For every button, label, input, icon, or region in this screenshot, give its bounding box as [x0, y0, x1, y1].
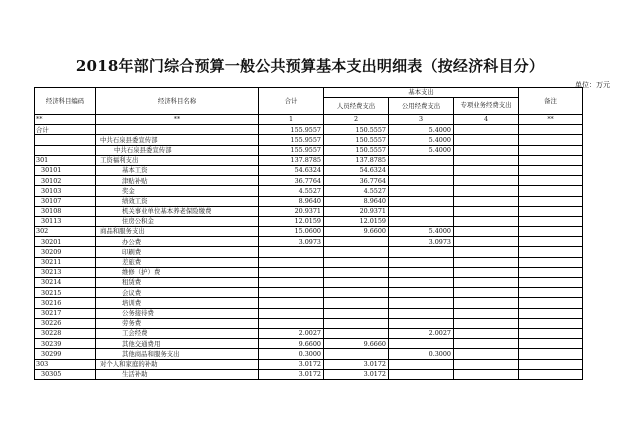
cell-special: [454, 359, 519, 369]
cell-special: [454, 206, 519, 216]
header-row-1: [35, 88, 583, 98]
cell-name: 住房公积金: [96, 216, 259, 226]
cell-total: 3.0973: [259, 237, 324, 247]
cell-personnel: 9.6660: [324, 339, 389, 349]
cell-special: [454, 237, 519, 247]
cell-name: 奖金: [96, 186, 259, 196]
cell-name: 生活补助: [96, 369, 259, 379]
cell-code: [35, 135, 96, 145]
header-remark: 备注: [519, 88, 583, 115]
table-row: [35, 339, 583, 349]
cell-code: 30239: [35, 339, 96, 349]
cell-special: [454, 135, 519, 145]
cell-special: [454, 247, 519, 257]
cell-name: 津贴补贴: [96, 176, 259, 186]
cell-personnel: [324, 298, 389, 308]
cell-name: 办公费: [96, 237, 259, 247]
cell-total: 54.6324: [259, 165, 324, 175]
cell-public: 3.0973: [389, 237, 454, 247]
cell-remark: [519, 145, 583, 155]
cell-name: 商品和服务支出: [96, 227, 259, 237]
cell-code: 30216: [35, 298, 96, 308]
table-row: [35, 237, 583, 247]
cell-remark: [519, 176, 583, 186]
cell-public: [389, 318, 454, 328]
cell-name: 中共石泉县委宣传部: [96, 135, 259, 145]
cell-code: 303: [35, 359, 96, 369]
cell-public: [389, 216, 454, 226]
cell-personnel: 54.6324: [324, 165, 389, 175]
cell-public: 5.4000: [389, 227, 454, 237]
cell-name: 绩效工资: [96, 196, 259, 206]
table-row: [35, 176, 583, 186]
cell-code: 30108: [35, 206, 96, 216]
cell-name: 机关事业单位基本养老保险缴费: [96, 206, 259, 216]
cell-name: 其他交通费用: [96, 339, 259, 349]
cell-special: [454, 227, 519, 237]
cell-name: 基本工资: [96, 165, 259, 175]
cell-code: 301: [35, 155, 96, 165]
cell-personnel: [324, 308, 389, 318]
cell-special: [454, 155, 519, 165]
table-row: [35, 247, 583, 257]
table-row: [35, 216, 583, 226]
cell-public: 0.3000: [389, 349, 454, 359]
header-public: 公用经费支出: [389, 98, 454, 115]
cell-remark: [519, 125, 583, 135]
cell-public: [389, 339, 454, 349]
cell-personnel: 12.0159: [324, 216, 389, 226]
cell-code: [35, 145, 96, 155]
cell-name: 其他商品和服务支出: [96, 349, 259, 359]
cell-public: [389, 186, 454, 196]
table-row: [35, 298, 583, 308]
cell-code: 30102: [35, 176, 96, 186]
cell-personnel: 9.6600: [324, 227, 389, 237]
cell-total: 137.8785: [259, 155, 324, 165]
cell-special: [454, 369, 519, 379]
cell-remark: [519, 267, 583, 277]
table-row: [35, 308, 583, 318]
header-basic: 基本支出: [324, 88, 519, 98]
cell-code: 30228: [35, 328, 96, 338]
cell-remark: [519, 308, 583, 318]
cell-special: [454, 145, 519, 155]
cell-remark: [519, 237, 583, 247]
cell-personnel: 150.5557: [324, 145, 389, 155]
cell-total: 155.9557: [259, 125, 324, 135]
budget-table: [34, 87, 583, 380]
cell-personnel: [324, 257, 389, 267]
cell-total: 3.0172: [259, 359, 324, 369]
cell-total: 155.9557: [259, 135, 324, 145]
header-code: 经济科目编码: [35, 88, 96, 115]
cell-remark: [519, 369, 583, 379]
cell-public: [389, 206, 454, 216]
cell-special: [454, 125, 519, 135]
header-total: 合计: [259, 88, 324, 115]
cell-name: 差旅费: [96, 257, 259, 267]
cell-public: 2.0027: [389, 328, 454, 338]
index-cell: **: [35, 115, 96, 125]
cell-remark: [519, 247, 583, 257]
index-cell: **: [519, 115, 583, 125]
table-row: [35, 186, 583, 196]
cell-personnel: [324, 349, 389, 359]
cell-special: [454, 288, 519, 298]
cell-code: 30226: [35, 318, 96, 328]
table-row: [35, 257, 583, 267]
cell-code: 30209: [35, 247, 96, 257]
table-row: [35, 145, 583, 155]
table-row: [35, 155, 583, 165]
cell-total: 4.5527: [259, 186, 324, 196]
cell-public: [389, 369, 454, 379]
cell-remark: [519, 155, 583, 165]
cell-remark: [519, 186, 583, 196]
cell-code: 30107: [35, 196, 96, 206]
cell-special: [454, 328, 519, 338]
index-cell: **: [96, 115, 259, 125]
cell-special: [454, 308, 519, 318]
cell-special: [454, 186, 519, 196]
cell-name: 会议费: [96, 288, 259, 298]
cell-remark: [519, 227, 583, 237]
cell-remark: [519, 349, 583, 359]
cell-remark: [519, 216, 583, 226]
index-cell: 2: [324, 115, 389, 125]
cell-public: [389, 308, 454, 318]
cell-personnel: [324, 288, 389, 298]
cell-total: [259, 318, 324, 328]
table-row: [35, 278, 583, 288]
unit-label: 单位：万元: [575, 81, 610, 89]
index-cell: 4: [454, 115, 519, 125]
cell-public: 5.4000: [389, 145, 454, 155]
cell-personnel: 137.8785: [324, 155, 389, 165]
table-row: [35, 125, 583, 135]
cell-total: [259, 308, 324, 318]
cell-remark: [519, 206, 583, 216]
cell-code: 30211: [35, 257, 96, 267]
cell-code: 302: [35, 227, 96, 237]
table-row: [35, 135, 583, 145]
cell-special: [454, 196, 519, 206]
cell-code: 30299: [35, 349, 96, 359]
table-row: [35, 196, 583, 206]
cell-code: 合计: [35, 125, 96, 135]
cell-remark: [519, 257, 583, 267]
cell-public: [389, 267, 454, 277]
cell-personnel: [324, 328, 389, 338]
cell-public: 5.4000: [389, 125, 454, 135]
cell-personnel: 4.5527: [324, 186, 389, 196]
cell-special: [454, 278, 519, 288]
cell-remark: [519, 288, 583, 298]
table-row: [35, 369, 583, 379]
cell-personnel: 150.5557: [324, 125, 389, 135]
cell-code: 30201: [35, 237, 96, 247]
cell-total: [259, 298, 324, 308]
cell-special: [454, 339, 519, 349]
table-row: [35, 267, 583, 277]
cell-total: 2.0027: [259, 328, 324, 338]
cell-personnel: [324, 237, 389, 247]
cell-public: [389, 247, 454, 257]
index-row: [35, 115, 583, 125]
cell-name: [96, 125, 259, 135]
cell-total: 0.3000: [259, 349, 324, 359]
table-row: [35, 288, 583, 298]
cell-remark: [519, 165, 583, 175]
cell-personnel: 150.5557: [324, 135, 389, 145]
cell-code: 30213: [35, 267, 96, 277]
cell-personnel: 3.0172: [324, 369, 389, 379]
cell-name: 培训费: [96, 298, 259, 308]
cell-special: [454, 257, 519, 267]
cell-personnel: 36.7764: [324, 176, 389, 186]
cell-special: [454, 349, 519, 359]
table-row: [35, 206, 583, 216]
cell-public: [389, 176, 454, 186]
cell-special: [454, 216, 519, 226]
cell-name: 印刷费: [96, 247, 259, 257]
cell-remark: [519, 328, 583, 338]
cell-public: [389, 257, 454, 267]
cell-remark: [519, 298, 583, 308]
cell-total: 3.0172: [259, 369, 324, 379]
cell-public: [389, 278, 454, 288]
cell-special: [454, 165, 519, 175]
cell-remark: [519, 196, 583, 206]
cell-name: 工会经费: [96, 328, 259, 338]
cell-code: 30214: [35, 278, 96, 288]
cell-special: [454, 267, 519, 277]
cell-special: [454, 298, 519, 308]
cell-total: [259, 288, 324, 298]
table-row: [35, 328, 583, 338]
cell-code: 30113: [35, 216, 96, 226]
cell-remark: [519, 278, 583, 288]
cell-remark: [519, 359, 583, 369]
cell-remark: [519, 318, 583, 328]
table-row: [35, 227, 583, 237]
cell-name: 公务接待费: [96, 308, 259, 318]
header-special: 专项业务经费支出: [454, 98, 519, 115]
cell-name: 租赁费: [96, 278, 259, 288]
cell-public: [389, 359, 454, 369]
cell-code: 30305: [35, 369, 96, 379]
table-row: [35, 359, 583, 369]
cell-personnel: [324, 267, 389, 277]
index-cell: 1: [259, 115, 324, 125]
cell-personnel: [324, 318, 389, 328]
cell-personnel: [324, 278, 389, 288]
table-row: [35, 165, 583, 175]
table-row: [35, 318, 583, 328]
cell-total: [259, 278, 324, 288]
cell-total: 15.0600: [259, 227, 324, 237]
cell-code: 30103: [35, 186, 96, 196]
cell-public: 5.4000: [389, 135, 454, 145]
cell-total: 12.0159: [259, 216, 324, 226]
cell-name: 对个人和家庭的补助: [96, 359, 259, 369]
table-row: [35, 349, 583, 359]
cell-code: 30217: [35, 308, 96, 318]
header-name: 经济科目名称: [96, 88, 259, 115]
cell-code: 30215: [35, 288, 96, 298]
cell-total: [259, 247, 324, 257]
header-personnel: 人员经费支出: [324, 98, 389, 115]
cell-name: 维修（护）费: [96, 267, 259, 277]
cell-total: 9.6600: [259, 339, 324, 349]
cell-total: [259, 257, 324, 267]
cell-special: [454, 176, 519, 186]
cell-total: [259, 267, 324, 277]
cell-code: 30101: [35, 165, 96, 175]
cell-total: 20.9371: [259, 206, 324, 216]
cell-public: [389, 165, 454, 175]
cell-name: 中共石泉县委宣传部: [96, 145, 259, 155]
cell-remark: [519, 135, 583, 145]
cell-total: 36.7764: [259, 176, 324, 186]
cell-remark: [519, 339, 583, 349]
page-title: 2018年部门综合预算一般公共预算基本支出明细表（按经济科目分）: [75, 57, 545, 75]
cell-public: [389, 196, 454, 206]
cell-personnel: 8.9640: [324, 196, 389, 206]
index-cell: 3: [389, 115, 454, 125]
cell-public: [389, 155, 454, 165]
cell-personnel: 3.0172: [324, 359, 389, 369]
cell-total: 8.9640: [259, 196, 324, 206]
cell-personnel: [324, 247, 389, 257]
cell-special: [454, 318, 519, 328]
cell-public: [389, 288, 454, 298]
cell-name: 工资福利支出: [96, 155, 259, 165]
cell-public: [389, 298, 454, 308]
cell-name: 劳务费: [96, 318, 259, 328]
cell-total: 155.9557: [259, 145, 324, 155]
cell-personnel: 20.9371: [324, 206, 389, 216]
